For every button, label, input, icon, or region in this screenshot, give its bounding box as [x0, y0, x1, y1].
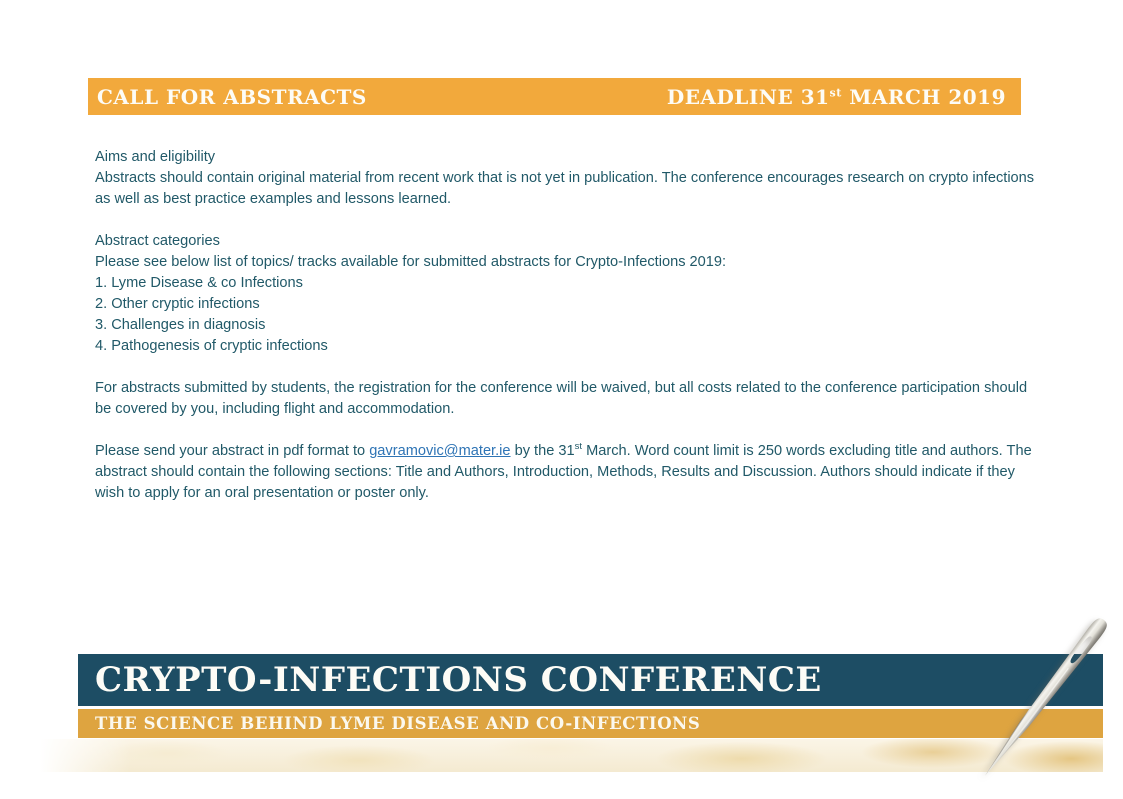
- bokeh-texture-strip: [40, 739, 1103, 772]
- categories-section: [95, 231, 1043, 357]
- aims-section: [95, 147, 1043, 210]
- email-link[interactable]: gavramovic@mater.ie: [369, 443, 511, 459]
- body-text: [95, 147, 1043, 525]
- call-for-abstracts-banner: [88, 78, 1021, 115]
- deadline-superscript: st: [829, 85, 842, 99]
- conference-title: CRYPTO-INFECTIONS CONFERENCE: [95, 660, 822, 700]
- conference-subtitle-band: [78, 709, 1103, 738]
- students-paragraph: For abstracts submitted by students, the registration for the conference will be waived, but all costs related to the conference participation should be covered by you, including flight and accommodation.: [95, 380, 1028, 417]
- aims-paragraph: Abstracts should contain original material from recent work that is not yet in publication. The conference encourages research on crypto infections as well as best practice examples and lessons learned.: [95, 170, 1035, 207]
- banner-title: CALL FOR ABSTRACTS: [97, 84, 367, 109]
- submission-paragraph: Please send your abstract in pdf format to gavramovic@mater.ie by the 31st March. Word count limit is 250 words excluding title and authors. The abstract should contain the following sections: Title and Authors, Introduction, Methods, Results and Discussion. Authors should indicate if they wish to apply for an oral presentation or poster only.: [95, 441, 1032, 501]
- categories-intro: Please see below list of topics/ tracks available for submitted abstracts for Crypto-Infections 2019:: [95, 254, 727, 270]
- conference-subtitle: THE SCIENCE BEHIND LYME DISEASE AND CO-INFECTIONS: [95, 714, 701, 733]
- needle-icon: [955, 598, 1121, 794]
- banner-deadline: DEADLINE 31st MARCH 2019: [666, 84, 1006, 109]
- categories-heading: Abstract categories: [95, 233, 220, 249]
- category-item: 1. Lyme Disease & co Infections: [95, 275, 303, 291]
- submission-section: [95, 441, 1043, 504]
- aims-heading: Aims and eligibility: [95, 149, 216, 165]
- category-item: 2. Other cryptic infections: [95, 296, 260, 312]
- category-item: 3. Challenges in diagnosis: [95, 317, 266, 333]
- students-section: [95, 378, 1043, 420]
- march-superscript: st: [574, 441, 583, 453]
- conference-title-band: [78, 654, 1103, 706]
- category-item: 4. Pathogenesis of cryptic infections: [95, 338, 328, 354]
